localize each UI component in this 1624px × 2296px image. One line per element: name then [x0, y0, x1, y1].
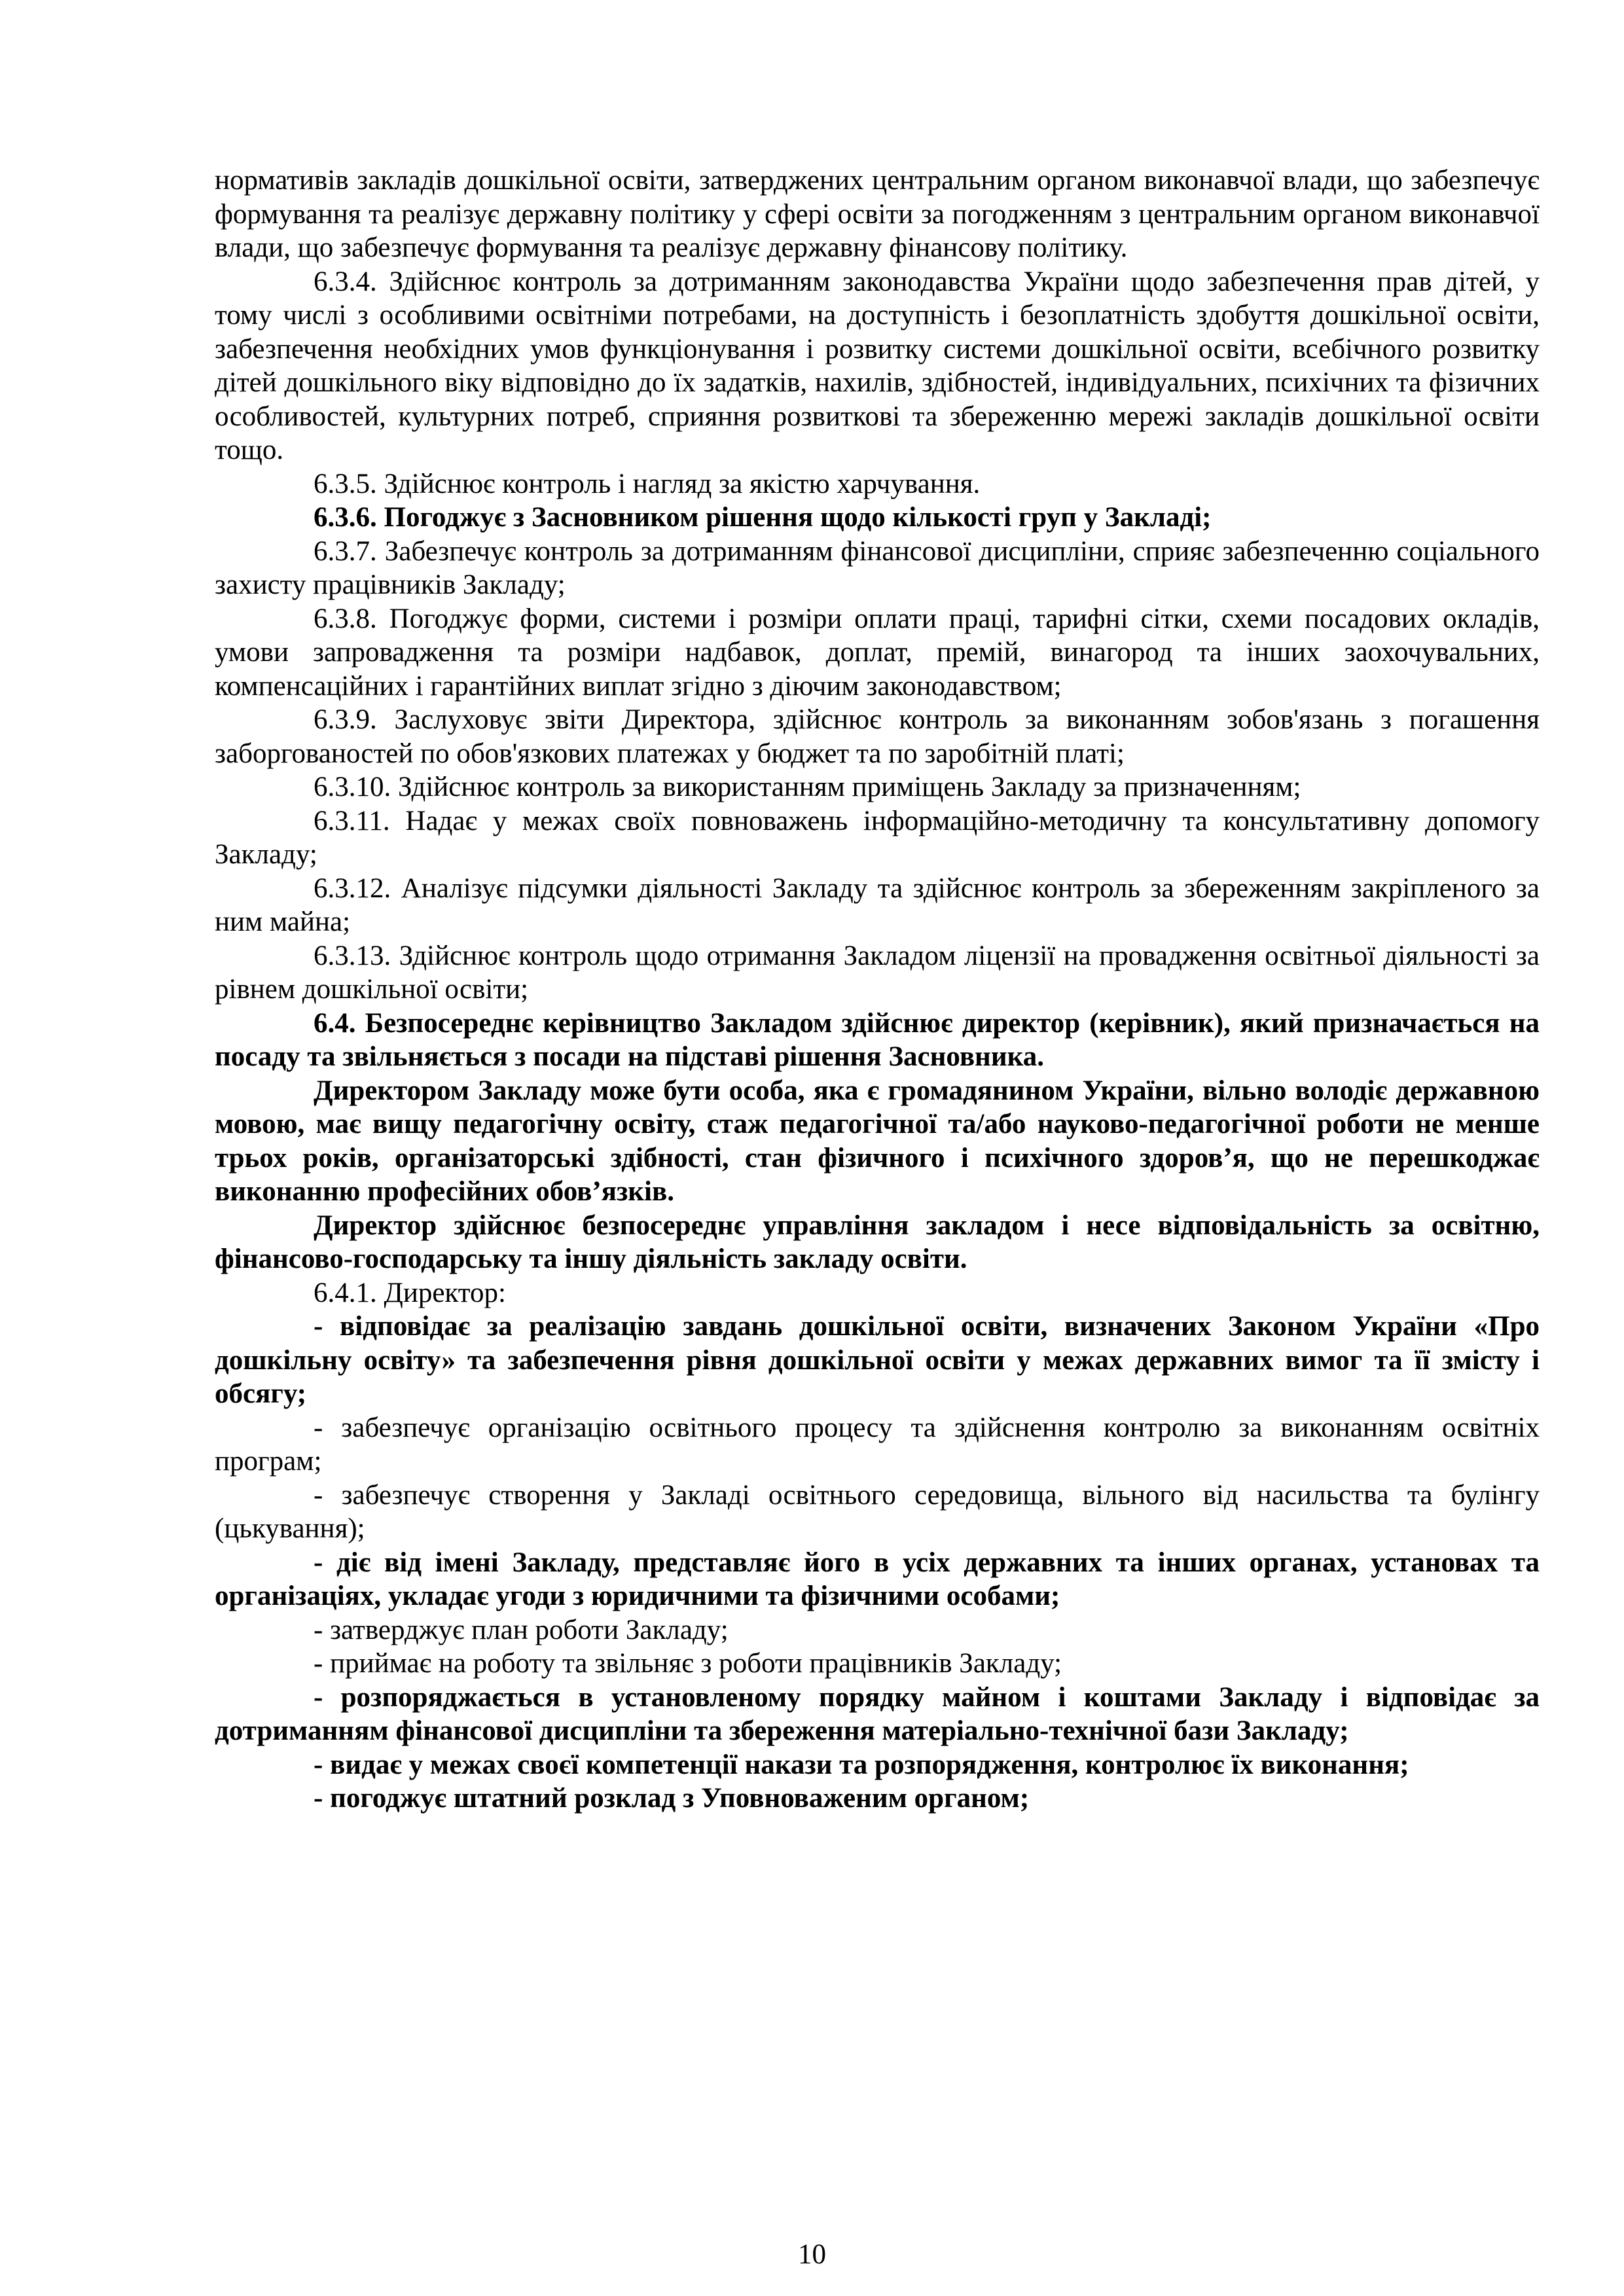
paragraph: - приймає на роботу та звільняє з роботи працівників Закладу;	[314, 1648, 1062, 1679]
paragraph: 6.3.12. Аналізує підсумки діяльності Закладу та здійснює контроль за збереженням закріпленого за ним майна;	[215, 872, 1540, 937]
paragraph: 6.3.11. Надає у межах своїх повноважень інформаційно-методичну та консультативну допомогу Закладу;	[215, 805, 1540, 870]
paragraph: - видає у межах своєї компетенції накази та розпорядження, контролює їх виконання;	[314, 1749, 1409, 1780]
paragraph: нормативів закладів дошкільної освіти, затверджених центральним органом виконавчої влади, що забезпечує формування та реалізує державну політику у сфері освіти за погодженням з центральним органом виконавчої влади, що забезпечує формування та реалізує державну фінансову політику.	[215, 165, 1540, 263]
paragraph: - діє від імені Закладу, представляє його в усіх державних та інших органах, установах та організаціях, укладає угоди з юридичними та фізичними особами;	[215, 1547, 1540, 1611]
paragraph: - забезпечує створення у Закладі освітнього середовища, вільного від насильства та булінгу (цькування);	[215, 1479, 1540, 1544]
paragraph: 6.3.5. Здійснює контроль і нагляд за якістю харчування.	[314, 468, 981, 499]
paragraph: 6.3.8. Погоджує форми, системи і розміри оплати праці, тарифні сітки, схеми посадових окладів, умови запровадження та розміри надбавок, доплат, премій, винагород та інших заохочувальних, компенсаційних і гарантійних виплат згідно з діючим законодавством;	[215, 603, 1540, 702]
paragraph: 6.4.1. Директор:	[314, 1277, 506, 1308]
paragraph: - розпоряджається в установленому порядку майном і коштами Закладу і відповідає за дотриманням фінансової дисципліни та збереження матеріально-технічної бази Закладу;	[215, 1681, 1540, 1746]
page-number: 10	[798, 2239, 826, 2270]
paragraph: 6.3.6. Погоджує з Засновником рішення щодо кількості груп у Закладі;	[314, 502, 1212, 533]
paragraph: 6.3.4. Здійснює контроль за дотриманням законодавства України щодо забезпечення прав дітей, у тому числі з особливими освітніми потребами, на доступність і безоплатність здобуття дошкільної освіти, забезпечення необхідних умов функціонування і розвитку системи дошкільної освіти, всебічного розвитку дітей дошкільного віку відповідно до їх задатків, нахилів, здібностей, індивідуальних, психічних та фізичних особливостей, культурних потреб, сприяння розвиткові та збереженню мережі закладів дошкільної освіти тощо.	[215, 266, 1540, 465]
paragraph: 6.3.13. Здійснює контроль щодо отримання Закладом ліцензії на провадження освітньої діяльності за рівнем дошкільної освіти;	[215, 940, 1540, 1005]
document-body	[215, 164, 1540, 1816]
paragraph: - затверджує план роботи Закладу;	[314, 1614, 729, 1645]
paragraph: 6.3.7. Забезпечує контроль за дотриманням фінансової дисципліни, сприяє забезпеченню соціального захисту працівників Закладу;	[215, 535, 1540, 600]
paragraph: - погоджує штатний розклад з Уповноваженим органом;	[314, 1783, 1030, 1814]
paragraph: 6.3.9. Заслуховує звіти Директора, здійснює контроль за виконанням зобов'язань з погашення заборгованостей по обов'язкових платежах у бюджет та по заробітній платі;	[215, 704, 1540, 769]
paragraph: 6.4. Безпосереднє керівництво Закладом здійснює директор (керівник), який призначається на посаду та звільняється з посади на підставі рішення Засновника.	[215, 1007, 1540, 1072]
paragraph: - забезпечує організацію освітнього процесу та здійснення контролю за виконанням освітніх програм;	[215, 1412, 1540, 1477]
paragraph: Директор здійснює безпосереднє управління закладом і несе відповідальність за освітню, фінансово-господарську та іншу діяльність закладу освіти.	[215, 1210, 1540, 1274]
paragraph: 6.3.10. Здійснює контроль за використанням приміщень Закладу за призначенням;	[314, 772, 1301, 802]
paragraph: Директором Закладу може бути особа, яка є громадянином України, вільно володіє державною мовою, має вищу педагогічну освіту, стаж педагогічної та/або науково-педагогічної роботи не менше трьох років, організаторські здібності, стан фізичного і психічного здоров’я, що не перешкоджає виконанню професійних обов’язків.	[215, 1075, 1540, 1207]
paragraph: - відповідає за реалізацію завдань дошкільної освіти, визначених Законом України «Про дошкільну освіту» та забезпечення рівня дошкільної освіти у межах державних вимог та її змісту і обсягу;	[215, 1311, 1540, 1409]
